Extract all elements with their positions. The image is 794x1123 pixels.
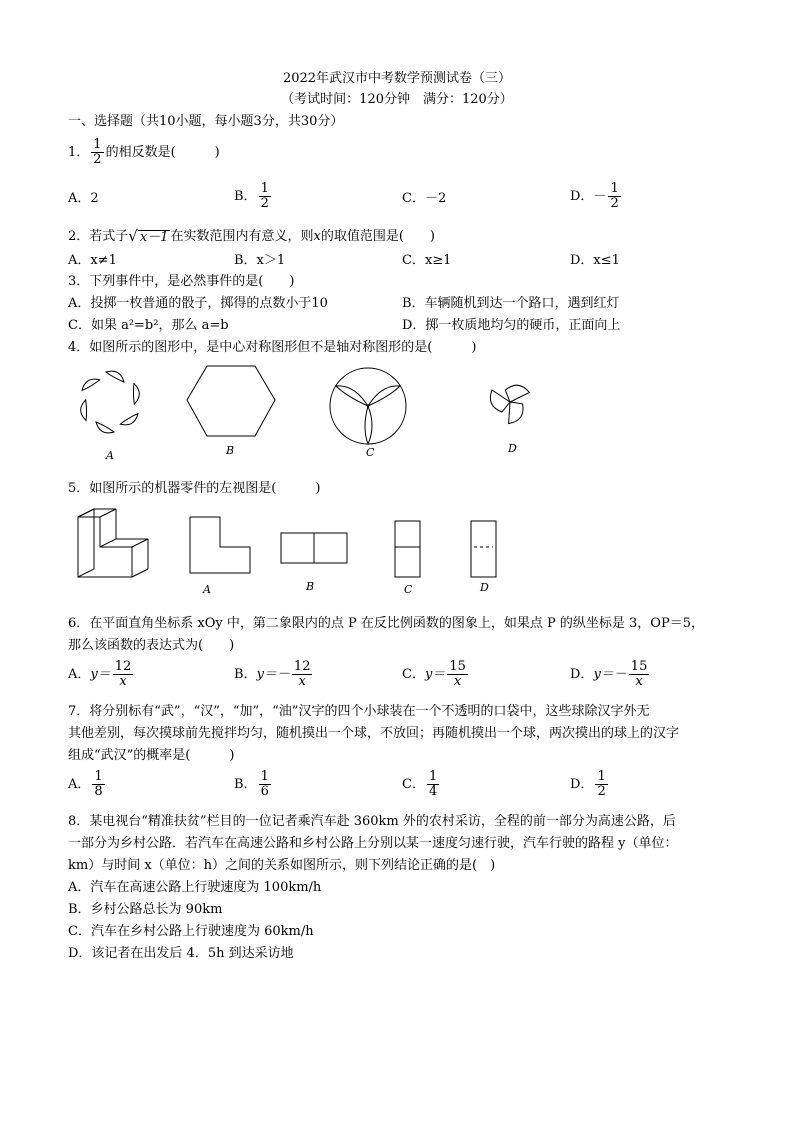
question-2 <box>68 229 435 244</box>
q7-a-den: 8 <box>94 783 103 799</box>
q3-option-d: D．掷一枚质地均匀的硬币，正面向上 <box>402 318 621 333</box>
q4-figure-b <box>187 366 275 436</box>
q7-b-num: 1 <box>260 769 269 784</box>
q6-a-pre: y＝ <box>90 666 111 682</box>
q8-option-d: D．该记者在出发后 4．5h 到达采访地 <box>68 946 294 961</box>
q6-option-b <box>234 660 314 688</box>
q7-b-label: B． <box>234 776 257 792</box>
q1-d-num: 1 <box>610 181 619 196</box>
q7-option-a <box>68 770 107 798</box>
q6-d-den: x <box>635 673 643 689</box>
q6-b-den: x <box>298 673 306 689</box>
q2-radicand: x－1 <box>139 229 169 245</box>
exam-info: （考试时间：120分钟 满分：120分） <box>281 92 513 107</box>
q1-option-a: A．2 <box>68 191 99 206</box>
q5-option-c <box>395 521 420 577</box>
q6-b-pre: y＝－ <box>256 666 290 682</box>
question-5: 5．如图所示的机器零件的左视图是( ) <box>68 481 321 496</box>
q3-option-a: A．投掷一枚普通的骰子，掷得的点数小于10 <box>68 296 328 311</box>
q7-d-label: D． <box>570 776 594 792</box>
q6-d-label: D． <box>570 666 594 682</box>
q2-option-c: C．x≥1 <box>402 253 452 268</box>
q2-option-a: A．x≠1 <box>68 253 117 268</box>
question-6-line2: 那么该函数的表达式为( ) <box>68 638 235 653</box>
q6-a-label: A． <box>68 666 91 682</box>
q2-post: 在实数范围内有意义，则 <box>170 229 314 244</box>
q6-d-num: 15 <box>630 659 648 674</box>
q6-c-label: C． <box>402 666 425 682</box>
q4-figure-c <box>330 368 406 444</box>
q7-a-num: 1 <box>94 769 103 784</box>
question-4: 4．如图所示的图形中，是中心对称图形但不是轴对称图形的是( ) <box>68 340 477 355</box>
q7-c-label: C． <box>402 776 425 792</box>
q6-d-pre: y＝－ <box>593 666 627 682</box>
q7-option-c <box>402 770 441 798</box>
q5-figures <box>70 505 510 597</box>
page-title: 2022年武汉市中考数学预测试卷（三） <box>282 71 512 86</box>
q7-d-num: 1 <box>597 769 606 784</box>
q4-label-d: D <box>508 442 517 455</box>
q1-b-label: B． <box>234 188 257 204</box>
q1-d-den: 2 <box>610 195 619 211</box>
q5-label-c: C <box>404 583 413 596</box>
q2-option-d: D．x≤1 <box>570 253 620 268</box>
q1-b-num: 1 <box>260 181 269 196</box>
question-7-line1: 7．将分别标有“武”，“汉”，“加”，“油”汉字的四个小球装在一个不透明的口袋中，这些球除汉字外无 <box>68 704 650 719</box>
question-7-line2: 其他差别，每次摸球前先搅拌均匀，随机摸出一个球，不放回；再随机摸出一个球，两次摸出的球上的汉字 <box>68 726 680 741</box>
q7-c-den: 4 <box>428 783 438 799</box>
q4-label-a: A <box>106 449 114 462</box>
question-3: 3．下列事件中，是必然事件的是( ) <box>68 274 295 289</box>
q2-option-b: B．x＞1 <box>234 253 286 268</box>
q6-option-d <box>570 660 651 688</box>
q7-option-b <box>234 770 273 798</box>
q6-c-pre: y＝ <box>424 666 446 682</box>
q3-option-b: B．车辆随机到达一个路口，遇到红灯 <box>402 296 620 311</box>
q7-c-num: 1 <box>428 769 438 784</box>
q2-pre: 2．若式子 <box>68 229 129 244</box>
q1-frac-den: 2 <box>93 151 102 167</box>
q6-a-num: 12 <box>114 659 132 674</box>
q4-figure-a <box>76 371 144 433</box>
q1-d-label: D．－ <box>570 188 607 204</box>
question-8-line1: 8．某电视台“精准扶贫”栏目的一位记者乘汽车赴 360km 外的农村采访，全程的前一部分为高速公路，后 <box>68 814 676 829</box>
q6-a-den: x <box>119 673 127 689</box>
q1-b-den: 2 <box>260 195 269 211</box>
q4-label-c: C <box>366 446 375 459</box>
q8-option-a: A．汽车在高速公路上行驶速度为 100km/h <box>68 880 322 895</box>
q6-option-c <box>402 660 470 688</box>
q8-option-c: C．汽车在乡村公路上行驶速度为 60km/h <box>68 924 314 939</box>
q6-b-label: B． <box>234 666 257 682</box>
q5-option-a <box>190 517 250 573</box>
question-1 <box>68 138 220 166</box>
q8-option-b: B．乡村公路总长为 90km <box>68 902 223 917</box>
q7-a-label: A． <box>68 776 91 792</box>
question-7-line3: 组成“武汉”的概率是( ) <box>68 748 235 763</box>
question-8-line2: 一部分为乡村公路．若汽车在高速公路和乡村公路上分别以某一速度匀速行驶，汽车行驶的路程 y（单位： <box>68 836 678 851</box>
question-8-line3: km）与时间 x（单位：h）之间的关系如图所示，则下列结论正确的是( ) <box>68 858 496 873</box>
q2-post2: 的取值范围是( ) <box>320 229 435 244</box>
q1-number: 1． <box>68 144 90 160</box>
q5-label-a: A <box>203 583 211 596</box>
q1-option-c: C．－2 <box>402 191 447 206</box>
q1-option-d <box>570 182 623 210</box>
q6-b-num: 12 <box>293 659 311 674</box>
sqrt-icon: √ <box>128 227 138 245</box>
q7-b-den: 6 <box>260 783 269 799</box>
q4-figure-d <box>490 380 530 425</box>
q6-c-den: x <box>453 673 462 689</box>
section-heading: 一、选择题（共10小题，每小题3分，共30分） <box>68 114 344 129</box>
q4-label-b: B <box>226 444 235 457</box>
q1-option-b <box>234 182 273 210</box>
q5-option-d <box>471 521 496 577</box>
question-6-line1: 6．在平面直角坐标系 xOy 中，第二象限内的点 P 在反比例函数的图象上，如果点 P 的纵坐标是 3，OP＝5， <box>68 616 704 631</box>
q5-label-b: B <box>306 580 315 593</box>
q7-option-d <box>570 770 610 798</box>
q1-fraction <box>91 138 103 166</box>
q1-frac-num: 1 <box>93 137 102 152</box>
q3-option-c: C．如果 a²=b²，那么 a=b <box>68 318 229 333</box>
q4-figures <box>60 360 580 465</box>
q1-stem: 的相反数是( ) <box>105 144 220 160</box>
q6-c-num: 15 <box>449 659 466 674</box>
q7-d-den: 2 <box>597 783 606 799</box>
q6-option-a <box>68 660 135 688</box>
q2-var: x <box>313 229 321 244</box>
q5-part-3d <box>78 509 148 577</box>
q5-label-d: D <box>480 581 489 594</box>
